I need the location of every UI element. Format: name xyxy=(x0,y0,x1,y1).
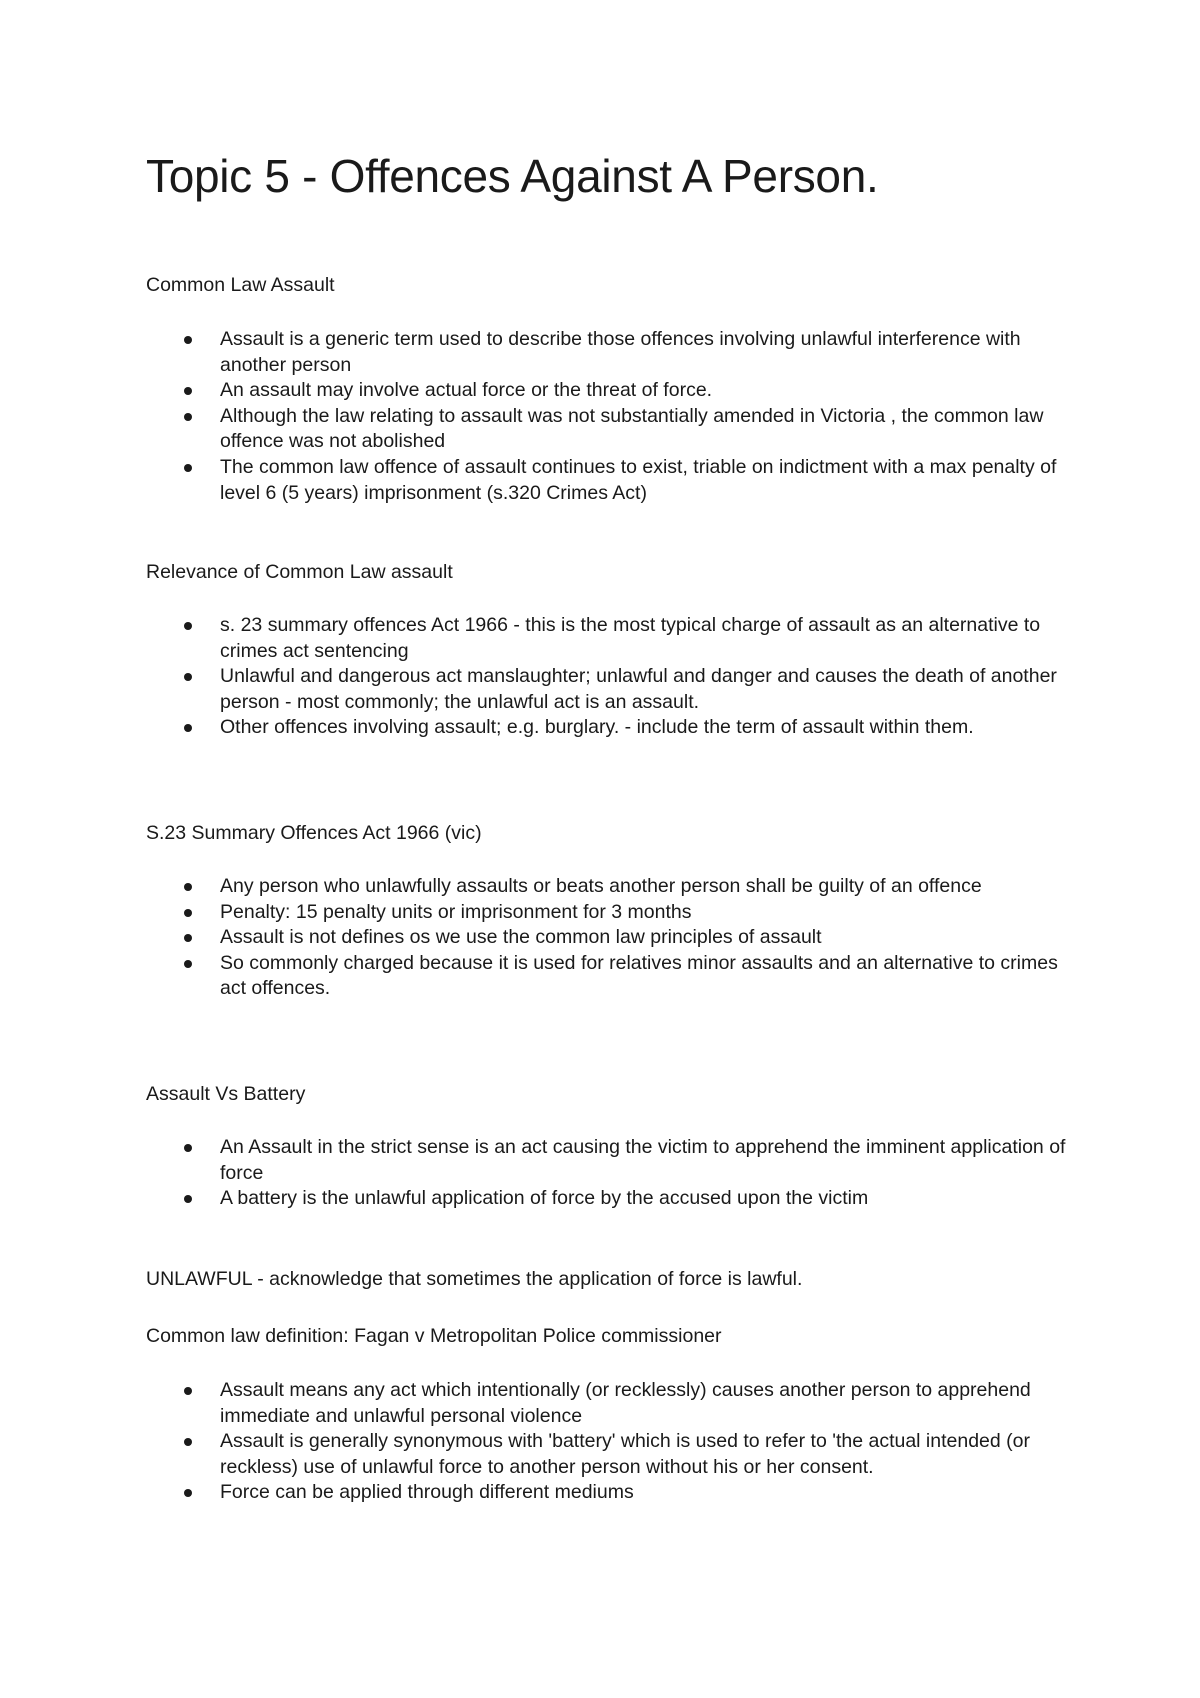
list-item-text: Assault is a generic term used to describe those offences involving unlawful interference with another person xyxy=(220,328,1021,376)
list-item xyxy=(146,925,1076,951)
bullet-icon xyxy=(184,336,192,344)
list-item xyxy=(146,664,1076,715)
section-heading-summary-offences-act: S.23 Summary Offences Act 1966 (vic) xyxy=(146,822,482,844)
section-heading-common-law-assault: Common Law Assault xyxy=(146,274,335,296)
list-item-text: Unlawful and dangerous act manslaughter; unlawful and danger and causes the death of another person - most commonly; the unlawful act is an assault. xyxy=(220,665,1057,713)
bullet-icon xyxy=(184,464,192,472)
list-item xyxy=(146,874,1076,900)
list-item xyxy=(146,327,1076,378)
bullet-icon xyxy=(184,1144,192,1152)
list-item xyxy=(146,951,1076,1002)
bullet-icon xyxy=(184,883,192,891)
list-item-text: Although the law relating to assault was not substantially amended in Victoria , the common law offence was not abolished xyxy=(220,404,1044,453)
list-item xyxy=(146,1378,1076,1429)
bullet-list-common-law-assault xyxy=(146,327,1076,506)
bullet-list-summary-offences-act xyxy=(146,874,1076,1002)
list-item xyxy=(146,900,1076,926)
list-item xyxy=(146,1186,1076,1212)
list-item xyxy=(146,1429,1076,1480)
bullet-icon xyxy=(184,1387,192,1395)
list-item-text: So commonly charged because it is used for relatives minor assaults and an alternative to crimes act offences. xyxy=(220,951,1058,1000)
section-heading-unlawful: UNLAWFUL - acknowledge that sometimes the application of force is lawful. xyxy=(146,1268,803,1290)
bullet-icon xyxy=(184,1195,192,1203)
bullet-icon xyxy=(184,724,192,732)
bullet-icon xyxy=(184,909,192,917)
list-item xyxy=(146,404,1076,455)
bullet-icon xyxy=(184,1489,192,1497)
list-item-text: Other offences involving assault; e.g. burglary. - include the term of assault within them. xyxy=(220,716,974,739)
list-item-text: An assault may involve actual force or the threat of force. xyxy=(220,379,713,402)
list-item-text: An Assault in the strict sense is an act causing the victim to apprehend the imminent application of force xyxy=(220,1136,1066,1184)
list-item-text: Assault is generally synonymous with 'battery' which is used to refer to 'the actual intended (or reckless) use of unlawful force to another person without his or her consent. xyxy=(220,1430,1030,1478)
list-item xyxy=(146,455,1076,506)
bullet-icon xyxy=(184,960,192,968)
bullet-list-common-law-definition xyxy=(146,1378,1076,1506)
list-item-text: s. 23 summary offences Act 1966 - this is the most typical charge of assault as an alternative to crimes act sentencing xyxy=(220,614,1041,662)
list-item-text: The common law offence of assault continues to exist, triable on indictment with a max penalty of level 6 (5 years) imprisonment (s.320 Crimes Act) xyxy=(220,455,1057,504)
section-heading-relevance: Relevance of Common Law assault xyxy=(146,561,453,583)
list-item xyxy=(146,613,1076,664)
bullet-icon xyxy=(184,387,192,395)
list-item-text: Assault means any act which intentionally (or recklessly) causes another person to apprehend immediate and unlawful personal violence xyxy=(220,1379,1031,1427)
list-item-text: Force can be applied through different mediums xyxy=(220,1481,634,1504)
bullet-icon xyxy=(184,1438,192,1446)
list-item-text: Assault is not defines os we use the common law principles of assault xyxy=(220,926,822,949)
list-item-text: Any person who unlawfully assaults or beats another person shall be guilty of an offence xyxy=(220,875,982,897)
list-item xyxy=(146,1135,1076,1186)
bullet-list-relevance xyxy=(146,613,1076,741)
bullet-icon xyxy=(184,673,192,681)
bullet-icon xyxy=(184,413,192,421)
section-heading-common-law-definition: Common law definition: Fagan v Metropolitan Police commissioner xyxy=(146,1325,722,1347)
bullet-icon xyxy=(184,622,192,630)
list-item-text: A battery is the unlawful application of force by the accused upon the victim xyxy=(220,1187,869,1210)
section-heading-assault-vs-battery: Assault Vs Battery xyxy=(146,1083,306,1105)
list-item xyxy=(146,1480,1076,1506)
document-title: Topic 5 - Offences Against A Person. xyxy=(146,150,879,202)
list-item-text: Penalty: 15 penalty units or imprisonment for 3 months xyxy=(220,900,692,923)
list-item xyxy=(146,715,1076,741)
bullet-icon xyxy=(184,934,192,942)
list-item xyxy=(146,378,1076,404)
bullet-list-assault-vs-battery xyxy=(146,1135,1076,1212)
